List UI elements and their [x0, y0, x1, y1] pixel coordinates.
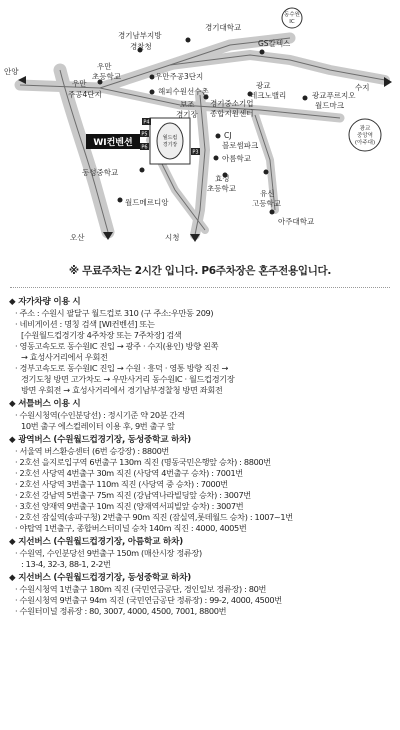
wide-bus-line: · 2호선 을지로입구역 6번출구 130m 직진 (명동국민은행앞 승차) : 8800번 [15, 457, 271, 467]
wide-bus-line: · 2호선 사당역 3번출구 110m 직진 (사당역 중 승차) : 7000번 [15, 479, 228, 489]
parking-p4-label: P4 [143, 119, 150, 126]
wide-bus-line: · 2호선 잠실역(송파구청) 2번출구 90m 직진 (잠실역,롯데월드 승차) : 1007~1번 [15, 512, 293, 522]
shuttle-line: · 수원시청역(수인분당선) : 정시기준 약 20분 간격 [15, 410, 185, 420]
map-label-gwanggyo-1: 광교 [256, 81, 271, 90]
branch-bus-1-line: · 수원역, 수인분당선 9번출구 150m (매산시장 정류장) [15, 548, 202, 558]
branch-bus-2-line: · 수원시청역 9번출구 94m 직진 (국민연금공단 정류장) : 99-2, 4000, 4500번 [15, 595, 282, 605]
map-label-bodo-1: 보조 [180, 100, 195, 109]
map-label-yusin-2: 고등학교 [252, 199, 281, 208]
car-line: 경기도청 방면 고가차도 → 우만사거리 동수원IC · 월드컵경기장 [21, 374, 235, 384]
map-label-police-2: 경찰청 [130, 42, 152, 51]
map-label-cj-2: 블로썸파크 [222, 141, 259, 150]
map-label-happy-suwon: 해피수원선수촌 [158, 87, 209, 96]
car-line: · 네비게이션 : 명칭 검색 [WI컨벤션] 또는 [15, 319, 155, 329]
stadium-label-1: 월드컵 [162, 135, 178, 141]
map-label-world-meridian: 월드메르디앙 [125, 198, 169, 207]
car-line: · 영동고속도로 동수원IC 진입 → 광주 · 수지(용인) 방향 왼쪽 [15, 341, 219, 351]
dongsuwon-ic-icon [282, 8, 302, 28]
wi-convention-label: WI컨벤션 [93, 138, 133, 148]
stadium-area [86, 118, 200, 164]
map-label-gyeonggi-univ: 경기대학교 [205, 23, 242, 32]
map-label-ajou: 아주대학교 [278, 217, 315, 226]
branch-bus-1-section-title: ◆ 지선버스 (수원월드컵경기장, 아름학교 하차) [9, 537, 183, 547]
map-label-jugong4: 주공4단지 [68, 90, 102, 99]
map-label-bodo-2: 경기장 [176, 110, 198, 119]
map-label-gs-caltex: GS칼텍스 [258, 39, 291, 48]
map-label-gwanggyo-forest-1: 광교푸르지오 [312, 91, 356, 100]
map-label-uman-4: 우만 [72, 79, 87, 88]
parking-notice: ※ 무료주차는 2시간 입니다. P6주차장은 혼주전용입니다. [68, 265, 332, 277]
map-label-sme-1: 경기중소기업 [210, 99, 254, 108]
map-label-siheung: 시청 [165, 233, 180, 242]
branch-bus-2-line: · 수원터미널 정류장 : 80, 3007, 4000, 4500, 7001, 8800번 [15, 606, 227, 616]
directions-guide [9, 297, 394, 617]
map-label-osan: 오산 [70, 233, 85, 242]
wide-bus-line: · 서울역 버스환승센터 (6번 승강장) : 8800번 [15, 446, 169, 456]
gwanggyo-station-label-2: 중앙역 [357, 133, 373, 139]
wide-bus-line: · 2호선 사당역 4번출구 30m 직진 (사당역 4번출구 승차) : 7001번 [15, 468, 243, 478]
road-network [20, 38, 385, 235]
map-label-hyoseong-1: 효성 [215, 174, 230, 183]
parking-p6-label: P6 [141, 144, 148, 151]
map-label-hyoseong-2: 초등학교 [207, 184, 236, 193]
dongsuwon-ic-label-1: 동수원 [284, 12, 300, 18]
map-label-cj-1: CJ [224, 131, 232, 140]
map-label-sme-2: 종합지원센터 [210, 109, 254, 118]
map-label-uman-jugong3: 우만주공3단지 [155, 72, 204, 81]
shuttle-line: 10번 출구 에스컬레이터 이용 후, 9번 출구 앞 [21, 421, 175, 431]
wide-bus-line: · 3호선 양재역 9번출구 10m 직진 (양재역서피빌앞 승차) : 3007번 [15, 501, 244, 511]
branch-bus-1-line: : 13-4, 32-3, 88-1, 2-2번 [21, 559, 111, 569]
stadium-shape [157, 123, 183, 159]
map-label-suji: 수지 [355, 83, 370, 92]
map-label-arum: 아름학교 [222, 154, 251, 163]
map-label-yusin-1: 유신 [260, 189, 275, 198]
map-label-dongseong: 동성중학교 [82, 168, 119, 177]
car-line: · 경부고속도로 동수원IC 진입 → 수원 · 흥덕 · 영통 방향 직진 → [15, 363, 228, 373]
map-label-anyang: 안양 [4, 67, 19, 76]
shuttle-section-title: ◆ 셔틀버스 이용 시 [9, 399, 81, 409]
car-section-lines [9, 308, 394, 396]
map-label-gwanggyo-2: 테크노밸리 [250, 91, 287, 100]
car-line: 방면 우회전 → 효성사거리에서 경기남부경찰청 방면 좌회전 [21, 385, 223, 395]
divider [10, 287, 390, 288]
dongsuwon-ic-label-2: IC [289, 19, 295, 25]
wide-bus-line: · 야탑역 1번출구, 종합버스터미널 승차 140m 직진 : 4000, 4005번 [15, 523, 247, 533]
car-line: [수원월드컵경기장 4주차장 또는 7주차장] 검색 [21, 330, 182, 340]
map-label-police-1: 경기남부지방 [118, 31, 162, 40]
parking-p3-label: P3 [192, 149, 199, 156]
branch-bus-2-line: · 수원시청역 1번출구 180m 직진 (국민연금공단, 경인일보 정류장) : 80번 [15, 584, 267, 594]
parking-p5-label: P5 [141, 131, 148, 138]
map-label-uman-school-1: 우만 [97, 62, 112, 71]
gwanggyo-station-label-3: (아주대) [354, 140, 376, 146]
car-section-title: ◆ 자가차량 이용 시 [9, 297, 81, 307]
wide-bus-line: · 2호선 강남역 5번출구 75m 직진 (강남역나라빌딩앞 승차) : 3007번 [15, 490, 251, 500]
stadium-label-2: 경기장 [162, 142, 178, 148]
wide-bus-section-title: ◆ 광역버스 (수원월드컵경기장, 동성중학교 하차) [9, 435, 192, 445]
branch-bus-2-section-title: ◆ 지선버스 (수원월드컵경기장, 동성중학교 하차) [9, 573, 192, 583]
car-line: → 효성사거리에서 우회전 [21, 352, 108, 362]
map-label-gwanggyo-forest-2: 월드마크 [315, 101, 344, 110]
car-line: · 주소 : 수원시 팔달구 월드컵로 310 (구 주소:우만동 209) [15, 308, 214, 318]
map-label-uman-school-2: 초등학교 [92, 72, 121, 81]
location-map [0, 0, 400, 255]
gwanggyo-station-label-1: 광교 [359, 126, 371, 132]
